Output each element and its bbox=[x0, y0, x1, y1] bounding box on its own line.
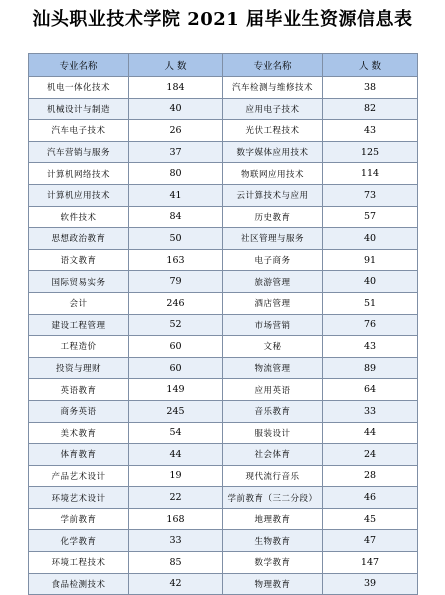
count-cell: 39 bbox=[323, 573, 418, 595]
major-name-cell: 英语教育 bbox=[29, 379, 129, 401]
major-name-cell: 汽车检测与维修技术 bbox=[223, 77, 323, 99]
major-name-cell: 数字媒体应用技术 bbox=[223, 141, 323, 163]
table-body bbox=[29, 77, 418, 595]
major-name-cell: 地理教育 bbox=[223, 508, 323, 530]
table-row bbox=[29, 249, 418, 271]
count-cell: 54 bbox=[129, 422, 223, 444]
page-title: 汕头职业技术学院 2021 届毕业生资源信息表 bbox=[32, 9, 413, 30]
count-cell: 184 bbox=[129, 77, 223, 99]
table-row bbox=[29, 120, 418, 142]
table-row bbox=[29, 141, 418, 163]
table-header-row bbox=[29, 54, 418, 77]
table-row bbox=[29, 336, 418, 358]
count-cell: 82 bbox=[323, 98, 418, 120]
table-row bbox=[29, 444, 418, 466]
count-cell: 44 bbox=[323, 422, 418, 444]
count-cell: 38 bbox=[323, 77, 418, 99]
count-cell: 57 bbox=[323, 206, 418, 228]
count-cell: 245 bbox=[129, 400, 223, 422]
count-cell: 44 bbox=[129, 444, 223, 466]
major-name-cell: 国际贸易实务 bbox=[29, 271, 129, 293]
table-row bbox=[29, 422, 418, 444]
major-name-cell: 商务英语 bbox=[29, 400, 129, 422]
major-name-cell: 市场营销 bbox=[223, 314, 323, 336]
table-row bbox=[29, 206, 418, 228]
table-row bbox=[29, 184, 418, 206]
count-cell: 40 bbox=[129, 98, 223, 120]
table-row bbox=[29, 400, 418, 422]
count-cell: 22 bbox=[129, 487, 223, 509]
count-cell: 43 bbox=[323, 120, 418, 142]
major-name-cell: 工程造价 bbox=[29, 336, 129, 358]
major-name-cell: 体育教育 bbox=[29, 444, 129, 466]
count-cell: 125 bbox=[323, 141, 418, 163]
count-cell: 19 bbox=[129, 465, 223, 487]
header-major-name-left: 专业名称 bbox=[29, 54, 129, 77]
count-cell: 51 bbox=[323, 292, 418, 314]
table-row bbox=[29, 271, 418, 293]
major-name-cell: 社区管理与服务 bbox=[223, 228, 323, 250]
table-row bbox=[29, 163, 418, 185]
major-name-cell: 汽车营销与服务 bbox=[29, 141, 129, 163]
count-cell: 46 bbox=[323, 487, 418, 509]
table-row bbox=[29, 465, 418, 487]
major-name-cell: 软件技术 bbox=[29, 206, 129, 228]
count-cell: 40 bbox=[323, 228, 418, 250]
major-name-cell: 产品艺术设计 bbox=[29, 465, 129, 487]
major-name-cell: 环境工程技术 bbox=[29, 552, 129, 574]
major-name-cell: 物联网应用技术 bbox=[223, 163, 323, 185]
count-cell: 42 bbox=[129, 573, 223, 595]
count-cell: 73 bbox=[323, 184, 418, 206]
count-cell: 33 bbox=[129, 530, 223, 552]
major-name-cell: 建设工程管理 bbox=[29, 314, 129, 336]
count-cell: 163 bbox=[129, 249, 223, 271]
major-name-cell: 历史教育 bbox=[223, 206, 323, 228]
count-cell: 47 bbox=[323, 530, 418, 552]
major-name-cell: 应用电子技术 bbox=[223, 98, 323, 120]
major-name-cell: 社会体育 bbox=[223, 444, 323, 466]
major-name-cell: 物流管理 bbox=[223, 357, 323, 379]
major-name-cell: 应用英语 bbox=[223, 379, 323, 401]
table-row bbox=[29, 508, 418, 530]
major-name-cell: 酒店管理 bbox=[223, 292, 323, 314]
count-cell: 147 bbox=[323, 552, 418, 574]
major-name-cell: 服装设计 bbox=[223, 422, 323, 444]
count-cell: 33 bbox=[323, 400, 418, 422]
major-name-cell: 美术教育 bbox=[29, 422, 129, 444]
count-cell: 60 bbox=[129, 357, 223, 379]
major-name-cell: 会计 bbox=[29, 292, 129, 314]
count-cell: 45 bbox=[323, 508, 418, 530]
major-name-cell: 云计算技术与应用 bbox=[223, 184, 323, 206]
count-cell: 43 bbox=[323, 336, 418, 358]
major-name-cell: 投资与理财 bbox=[29, 357, 129, 379]
count-cell: 246 bbox=[129, 292, 223, 314]
major-name-cell: 文秘 bbox=[223, 336, 323, 358]
table-row bbox=[29, 552, 418, 574]
count-cell: 76 bbox=[323, 314, 418, 336]
major-name-cell: 计算机应用技术 bbox=[29, 184, 129, 206]
header-major-name-right: 专业名称 bbox=[223, 54, 323, 77]
major-name-cell: 食品检测技术 bbox=[29, 573, 129, 595]
table-row bbox=[29, 357, 418, 379]
major-name-cell: 现代流行音乐 bbox=[223, 465, 323, 487]
count-cell: 149 bbox=[129, 379, 223, 401]
table-row bbox=[29, 98, 418, 120]
major-name-cell: 化学教育 bbox=[29, 530, 129, 552]
major-name-cell: 生物教育 bbox=[223, 530, 323, 552]
count-cell: 91 bbox=[323, 249, 418, 271]
major-name-cell: 光伏工程技术 bbox=[223, 120, 323, 142]
major-name-cell: 旅游管理 bbox=[223, 271, 323, 293]
major-name-cell: 物理教育 bbox=[223, 573, 323, 595]
count-cell: 26 bbox=[129, 120, 223, 142]
count-cell: 80 bbox=[129, 163, 223, 185]
header-count-right: 人 数 bbox=[323, 54, 418, 77]
count-cell: 50 bbox=[129, 228, 223, 250]
major-name-cell: 学前教育（三二分段） bbox=[223, 487, 323, 509]
major-name-cell: 思想政治教育 bbox=[29, 228, 129, 250]
count-cell: 28 bbox=[323, 465, 418, 487]
major-name-cell: 环境艺术设计 bbox=[29, 487, 129, 509]
major-name-cell: 电子商务 bbox=[223, 249, 323, 271]
count-cell: 168 bbox=[129, 508, 223, 530]
table-row bbox=[29, 487, 418, 509]
count-cell: 114 bbox=[323, 163, 418, 185]
count-cell: 24 bbox=[323, 444, 418, 466]
table-row bbox=[29, 77, 418, 99]
count-cell: 89 bbox=[323, 357, 418, 379]
count-cell: 64 bbox=[323, 379, 418, 401]
major-name-cell: 音乐教育 bbox=[223, 400, 323, 422]
table-row bbox=[29, 228, 418, 250]
table-row bbox=[29, 573, 418, 595]
table-row bbox=[29, 530, 418, 552]
major-name-cell: 机电一体化技术 bbox=[29, 77, 129, 99]
table-row bbox=[29, 292, 418, 314]
count-cell: 79 bbox=[129, 271, 223, 293]
count-cell: 85 bbox=[129, 552, 223, 574]
header-count-left: 人 数 bbox=[129, 54, 223, 77]
major-name-cell: 语文教育 bbox=[29, 249, 129, 271]
count-cell: 84 bbox=[129, 206, 223, 228]
count-cell: 37 bbox=[129, 141, 223, 163]
table-row bbox=[29, 314, 418, 336]
major-name-cell: 计算机网络技术 bbox=[29, 163, 129, 185]
major-name-cell: 机械设计与制造 bbox=[29, 98, 129, 120]
major-name-cell: 学前教育 bbox=[29, 508, 129, 530]
graduate-resource-table bbox=[28, 53, 418, 595]
major-name-cell: 汽车电子技术 bbox=[29, 120, 129, 142]
count-cell: 41 bbox=[129, 184, 223, 206]
major-name-cell: 数学教育 bbox=[223, 552, 323, 574]
count-cell: 60 bbox=[129, 336, 223, 358]
count-cell: 40 bbox=[323, 271, 418, 293]
table-row bbox=[29, 379, 418, 401]
count-cell: 52 bbox=[129, 314, 223, 336]
